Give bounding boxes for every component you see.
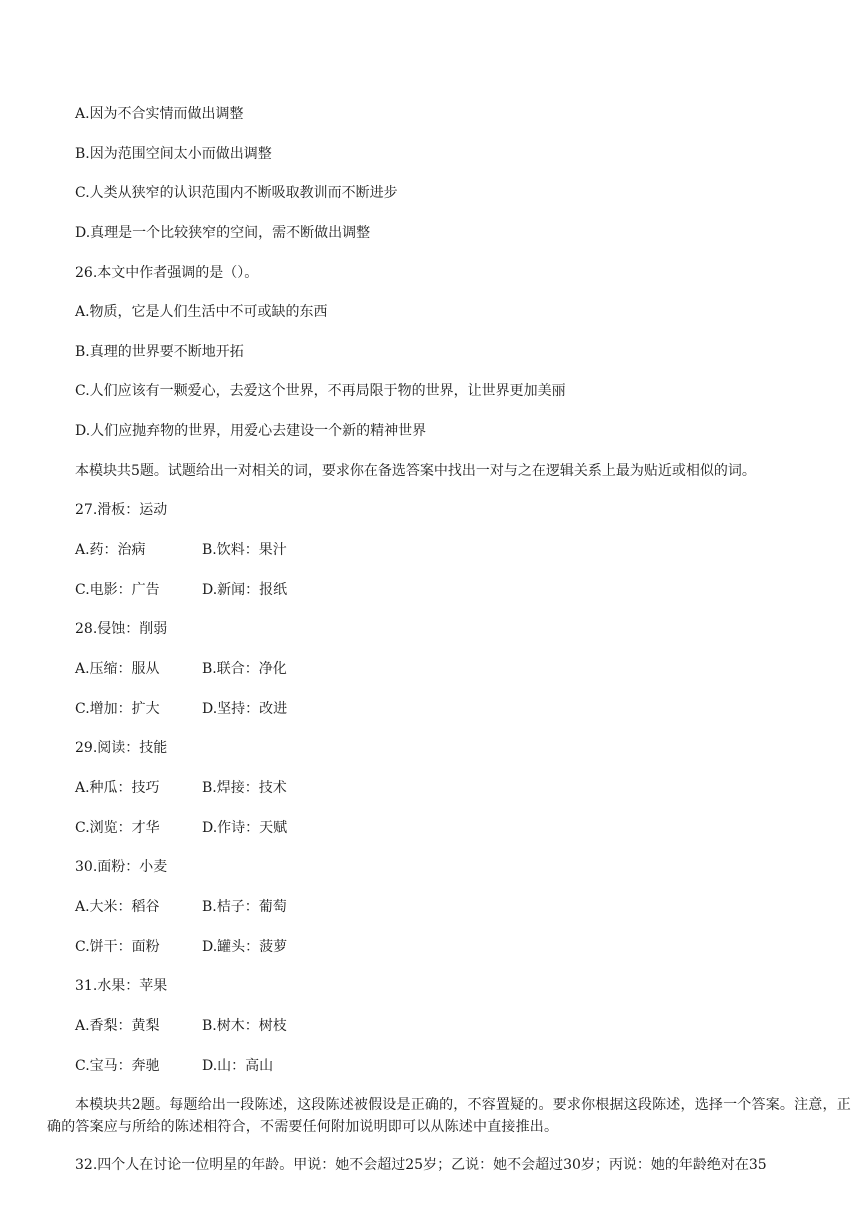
option-line: B.真理的世界要不断地开拓 [75,344,244,360]
option-a: A.压缩：服从 [75,661,160,677]
question-31: 31.水果：苹果 [75,978,168,994]
section-instruction: 本模块共5题。试题给出一对相关的词，要求你在备选答案中找出一对与之在逻辑关系上最为贴近或相似的词。 [75,463,756,479]
option-a: A.种瓜：技巧 [75,780,160,796]
option-row [75,581,288,599]
option-line: A.物质，它是人们生活中不可或缺的东西 [75,304,328,320]
option-row [75,898,287,916]
question-32: 32.四个人在讨论一位明星的年龄。甲说：她不会超过25岁；乙说：她不会超过30岁；丙说：她的年龄绝对在35 [75,1157,767,1173]
option-b: B.联合：净化 [202,661,287,677]
option-row [75,1017,287,1035]
option-c: C.电影：广告 [75,582,160,598]
option-row [75,819,288,837]
question-30: 30.面粉：小麦 [75,859,168,875]
option-b: B.饮料：果汁 [202,542,287,558]
option-c: C.增加：扩大 [75,701,160,717]
section-instruction-paragraph: 本模块共2题。每题给出一段陈述，这段陈述被假设是正确的，不容置疑的。要求你根据这段陈述，选择一个答案。注意，正确的答案应与所给的陈述相符合，不需要任何附加说明即可以从陈述中直接推出。 [47,1097,851,1135]
option-line: D.真理是一个比较狭窄的空间，需不断做出调整 [75,225,371,241]
option-line: B.因为范围空间太小而做出调整 [75,146,272,162]
option-row [75,938,288,956]
option-line: D.人们应抛弃物的世界，用爱心去建设一个新的精神世界 [75,423,427,439]
option-d: D.新闻：报纸 [202,582,288,598]
option-d: D.坚持：改进 [202,701,288,717]
option-c: C.浏览：才华 [75,820,160,836]
option-d: D.罐头：菠萝 [202,939,288,955]
option-row [75,700,288,718]
option-b: B.桔子：葡萄 [202,899,287,915]
option-a: A.药：治病 [75,542,146,558]
option-row [75,660,287,678]
option-line: A.因为不合实情而做出调整 [75,106,244,122]
option-a: A.大米：稻谷 [75,899,160,915]
question-29: 29.阅读：技能 [75,740,168,756]
option-a: A.香梨：黄梨 [75,1018,160,1034]
option-row [75,541,287,559]
option-c: C.宝马：奔驰 [75,1058,160,1074]
question-27: 27.滑板：运动 [75,502,168,518]
option-b: B.树木：树枝 [202,1018,287,1034]
option-row [75,779,287,797]
option-line: C.人们应该有一颗爱心，去爱这个世界，不再局限于物的世界，让世界更加美丽 [75,383,566,399]
option-c: C.饼干：面粉 [75,939,160,955]
question-26: 26.本文中作者强调的是（）。 [75,265,259,281]
option-b: B.焊接：技术 [202,780,287,796]
option-d: D.山：高山 [202,1058,274,1074]
option-row [75,1057,274,1075]
option-line: C.人类从狭窄的认识范围内不断吸取教训而不断进步 [75,185,398,201]
question-28: 28.侵蚀：削弱 [75,621,168,637]
option-d: D.作诗：天赋 [202,820,288,836]
